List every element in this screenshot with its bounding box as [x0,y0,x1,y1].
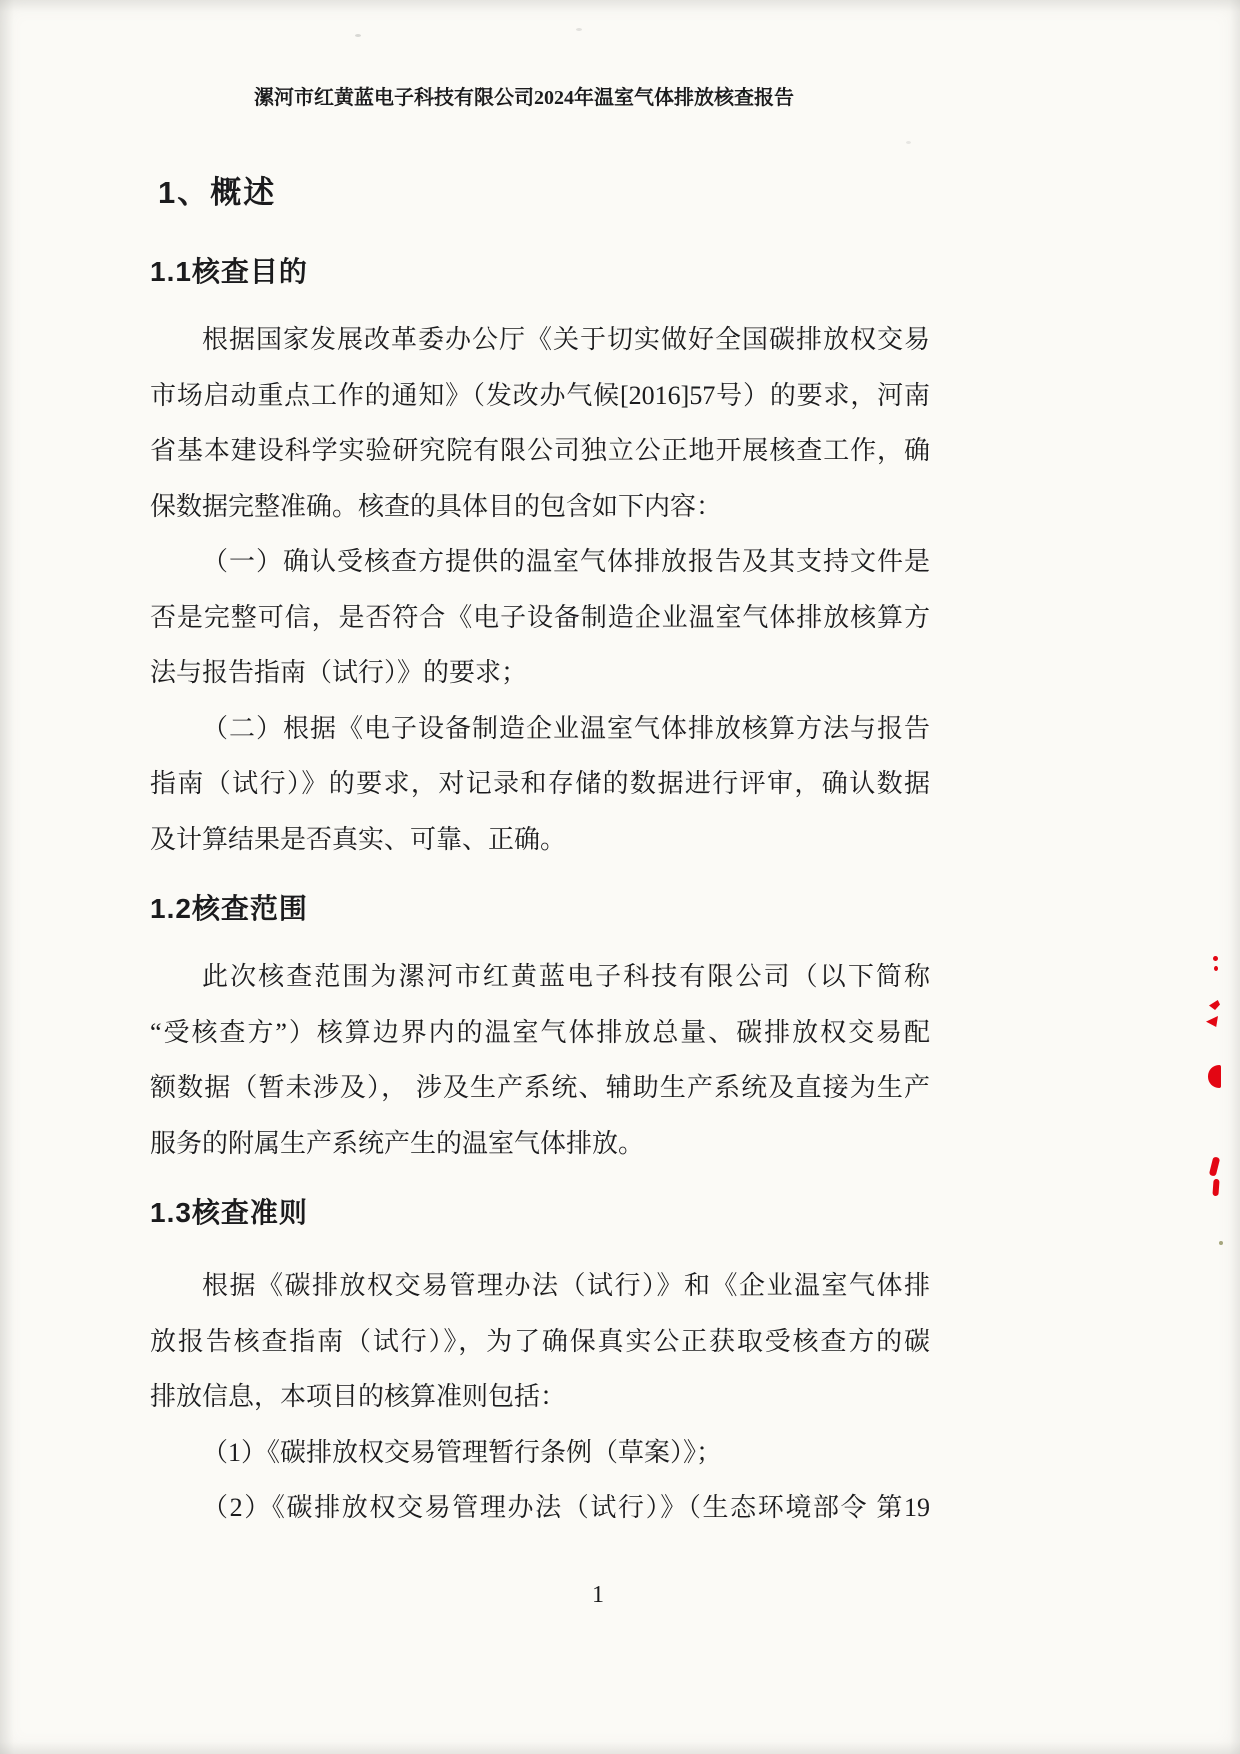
text-line: “受核查方”）核算边界内的温室气体排放总量、碳排放权交易配 [150,1017,930,1047]
text-line: 及计算结果是否真实、可靠、正确。 [150,824,567,854]
text-line: 根据国家发展改革委办公厅《关于切实做好全国碳排放权交易 [202,325,930,354]
scan-speck [355,34,361,37]
subsection-heading: 1.1核查目的 [150,256,308,287]
text-line: 放报告核查指南（试行）》，为了确保真实公正获取受核查方的碳 [150,1326,930,1356]
scan-speck [576,28,582,31]
text-line: 省基本建设科学实验研究院有限公司独立公正地开展核查工作，确 [150,436,930,465]
text-line: 排放信息，本项目的核算准则包括： [150,1382,567,1411]
text-line: 此次核查范围为漯河市红黄蓝电子科技有限公司（以下简称 [202,962,930,991]
text-line: 否是完整可信，是否符合《电子设备制造企业温室气体排放核算方 [150,602,930,632]
text-line: 法与报告指南（试行）》的要求； [150,658,528,687]
text-line: （1）《碳排放权交易管理暂行条例（草案）》； [202,1437,723,1467]
red-ink-mark [1214,966,1218,971]
red-ink-mark [1213,956,1218,961]
page-number: 1 [592,1582,604,1608]
text-line: 指南（试行）》的要求，对记录和存储的数据进行评审，确认数据 [150,769,930,798]
text-line: （一）确认受核查方提供的温室气体排放报告及其支持文件是 [202,547,930,576]
red-ink-mark [1209,1000,1220,1010]
section-heading: 1、概述 [158,175,277,210]
text-line: （二）根据《电子设备制造企业温室气体排放核算方法与报告 [202,713,930,743]
red-ink-mark [1212,1179,1219,1196]
scan-speck [906,141,911,144]
subsection-heading: 1.2核查范围 [150,893,308,924]
text-line: 市场启动重点工作的通知》（发改办气候[2016]57号）的要求，河南 [150,380,930,410]
red-ink-mark [1206,1015,1218,1027]
document-body [150,112,930,1536]
text-line: （2）《碳排放权交易管理办法（试行）》（生态环境部令 第19 [202,1493,930,1522]
text-line: 服务的附属生产系统产生的温室气体排放。 [150,1128,645,1158]
text-line: 保数据完整准确。核查的具体目的包含如下内容： [150,491,723,521]
red-ink-mark [1208,1065,1221,1088]
text-line: 额数据（暂未涉及）， 涉及生产系统、辅助生产系统及直接为生产 [150,1073,930,1102]
red-ink-mark [1209,1156,1220,1176]
text-line: 根据《碳排放权交易管理办法（试行）》和《企业温室气体排 [202,1271,930,1300]
document-header-title: 漯河市红黄蓝电子科技有限公司2024年温室气体排放核查报告 [254,87,794,109]
scan-speck [1219,1241,1223,1245]
subsection-heading: 1.3核查准则 [150,1197,308,1228]
